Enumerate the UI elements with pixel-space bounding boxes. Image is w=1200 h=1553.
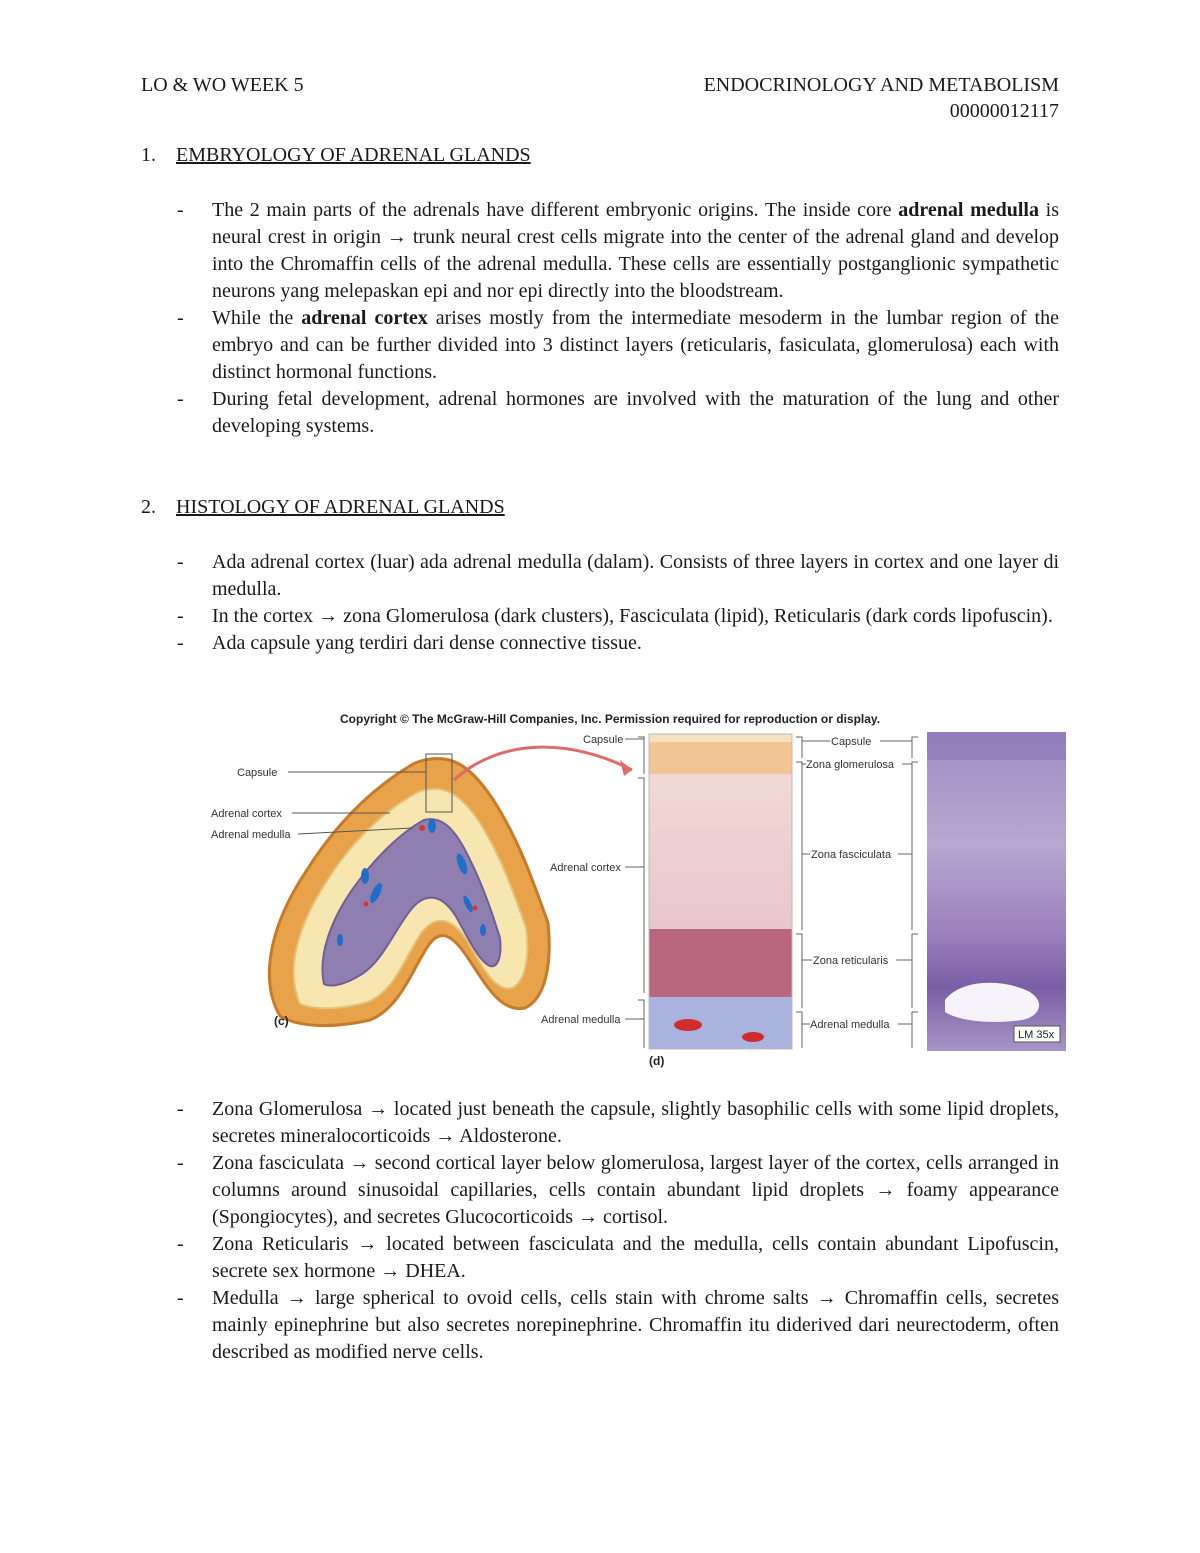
bullet-list <box>141 197 1059 440</box>
panel-d-medulla-right-label: Adrenal medulla <box>810 1019 890 1031</box>
list-item: - Ada capsule yang terdiri dari dense connective tissue. <box>141 630 1059 657</box>
section-number: 1. <box>141 144 156 166</box>
section-heading <box>141 494 1059 520</box>
adrenal-histology-figure <box>200 708 1066 1070</box>
panel-d-label: (d) <box>649 1054 665 1068</box>
light-micrograph <box>927 732 1066 1051</box>
list-item: - In the cortex → zona Glomerulosa (dark clusters), Fasciculata (lipid), Reticularis (dark cords lipofuscin). <box>141 603 1059 630</box>
list-item: - While the adrenal cortex arises mostly from the intermediate mesoderm in the lumbar region of the embryo and can be further divided into 3 distinct layers (reticularis, fasiculata, glomerulosa) each with distinct hormonal functions. <box>141 305 1059 386</box>
panel-d-medulla-left-label: Adrenal medulla <box>541 1014 621 1026</box>
list-item: - Medulla → large spherical to ovoid cells, cells stain with chrome salts → Chromaffin cells, secretes mainly epinephrine but also secretes norepinephrine. Chromaffin itu diderived dari neurectoderm, often described as modified nerve cells. <box>141 1285 1059 1366</box>
zona-fasciculata-label: Zona fasciculata <box>811 849 892 861</box>
bullet-list <box>141 549 1059 657</box>
section-title: HISTOLOGY OF ADRENAL GLANDS <box>176 496 505 518</box>
header-right <box>704 72 1059 124</box>
panel-c-capsule-label: Capsule <box>237 767 278 779</box>
zona-reticularis-label: Zona reticularis <box>813 955 889 967</box>
bold-term: adrenal medulla <box>898 199 1039 221</box>
list-item: - The 2 main parts of the adrenals have different embryonic origins. The inside core adrenal medulla is neural crest in origin → trunk neural crest cells migrate into the center of the adrenal gland and develop into the Chromaffin cells of the adrenal medulla. These cells are essentially postganglionic sympathetic neurons yang melepaskan epi and nor epi directly into the bloodstream. <box>141 197 1059 305</box>
cortex-layer-drawing <box>649 734 792 1049</box>
panel-d-capsule-right-label: Capsule <box>831 736 872 748</box>
section-embryology <box>141 142 1059 440</box>
panel-d-capsule-left-label: Capsule <box>583 734 624 746</box>
copyright-notice: Copyright © The McGraw-Hill Companies, Inc. Permission required for reproduction or display. <box>340 712 881 726</box>
section-zones <box>141 1096 1059 1366</box>
bold-term: adrenal cortex <box>301 307 428 329</box>
list-item: - Ada adrenal cortex (luar) ada adrenal medulla (dalam). Consists of three layers in cortex and one layer di medulla. <box>141 549 1059 603</box>
list-item: - Zona Glomerulosa → located just beneath the capsule, slightly basophilic cells with some lipid droplets, secretes mineralocorticoids → Aldosterone. <box>141 1096 1059 1150</box>
bullet-list <box>141 1096 1059 1366</box>
panel-d-cortex-left-label: Adrenal cortex <box>550 862 621 874</box>
magnification-label: LM 35x <box>1018 1029 1055 1041</box>
header-course: ENDOCRINOLOGY AND METABOLISM <box>703 74 1059 96</box>
section-heading <box>141 142 1059 168</box>
panel-c-medulla-label: Adrenal medulla <box>211 829 291 841</box>
list-item: - Zona fasciculata → second cortical layer below glomerulosa, largest layer of the cortex, cells arranged in columns around sinusoidal capillaries, cells contain abundant lipid droplets → foamy appearance (Spongiocytes), and secretes Glucocorticoids → cortisol. <box>141 1150 1059 1231</box>
section-title: EMBRYOLOGY OF ADRENAL GLANDS <box>176 144 531 166</box>
header-student-id: 00000012117 <box>949 100 1059 122</box>
panel-c-cortex-label: Adrenal cortex <box>211 808 282 820</box>
zona-glomerulosa-label: Zona glomerulosa <box>806 759 895 771</box>
section-number: 2. <box>141 496 156 518</box>
adrenal-gland-illustration <box>269 747 632 1025</box>
list-item: - During fetal development, adrenal hormones are involved with the maturation of the lung and other developing systems. <box>141 386 1059 440</box>
list-item: - Zona Reticularis → located between fasciculata and the medulla, cells contain abundant Lipofuscin, secrete sex hormone → DHEA. <box>141 1231 1059 1285</box>
section-histology <box>141 494 1059 657</box>
panel-c-label: (c) <box>274 1014 289 1028</box>
header-week-label: LO & WO WEEK 5 <box>141 74 304 96</box>
